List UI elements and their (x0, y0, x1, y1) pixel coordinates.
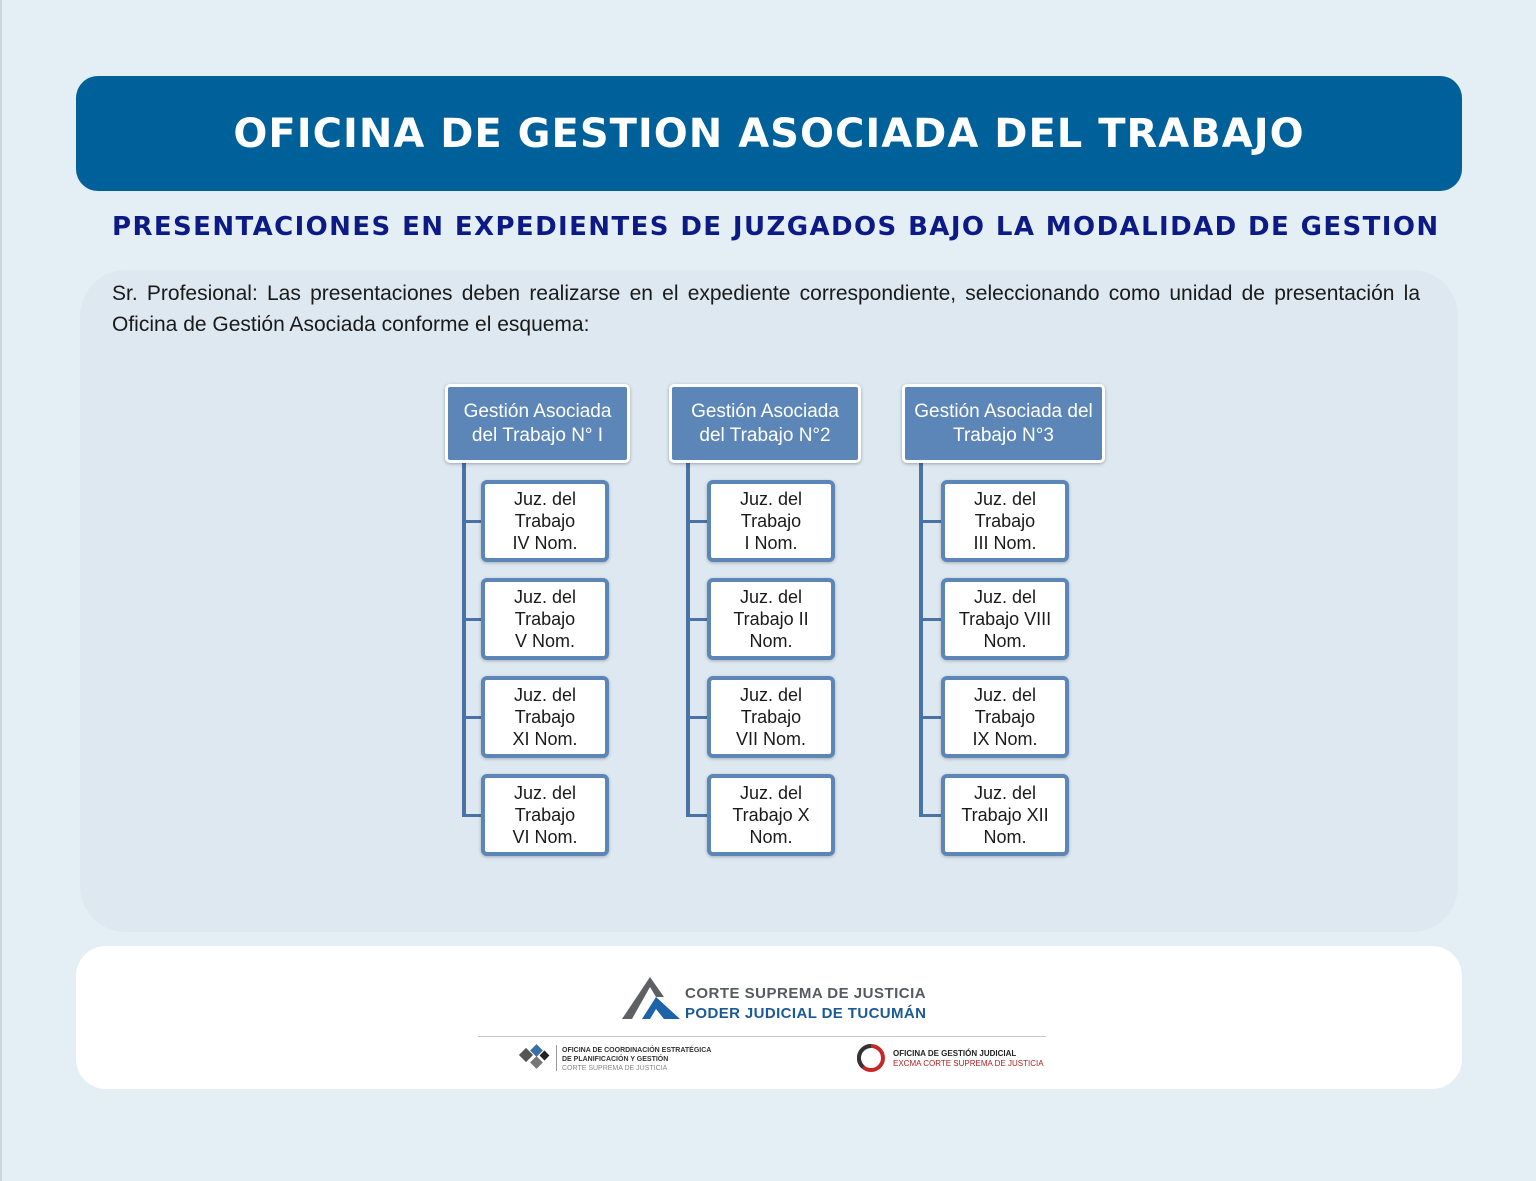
office-3-branch-4 (919, 814, 941, 817)
court-label-line: Nom. (983, 827, 1027, 847)
court-label-line: Juz. del (973, 489, 1037, 509)
coordination-office-line1: OFICINA DE COORDINACIÓN ESTRATÉGICA (562, 1047, 712, 1054)
court-box (481, 676, 609, 758)
court-label-line: Trabajo (740, 511, 802, 531)
court-label (736, 684, 806, 750)
judicial-office-line2: EXCMA CORTE SUPREMA DE JUSTICIA (893, 1059, 1044, 1068)
court-box (941, 774, 1069, 856)
court-label-line: Trabajo (974, 511, 1036, 531)
office-1-connector-trunk (462, 461, 466, 817)
court-label (972, 684, 1037, 750)
office-1-branch-2 (462, 618, 481, 621)
court-box (707, 676, 835, 758)
court-label-line: Juz. del (973, 685, 1037, 705)
csj-subname: PODER JUDICIAL DE TUCUMÁN (685, 1005, 927, 1022)
court-label-line: Juz. del (973, 783, 1037, 803)
court-box (481, 480, 609, 562)
court-label-line: XI Nom. (512, 729, 578, 749)
court-label-line: Juz. del (739, 587, 803, 607)
court-label-line: Juz. del (739, 685, 803, 705)
court-label-line: V Nom. (514, 631, 575, 651)
intro-paragraph: Sr. Profesional: Las presentaciones deben realizarse en el expediente correspondiente, seleccionando como unidad de presentación la Oficina de Gestión Asociada conforme el esquema: (112, 282, 1420, 336)
court-label-line: IV Nom. (512, 533, 578, 553)
office-2-branch-1 (686, 520, 707, 523)
court-label-line: Trabajo (514, 511, 576, 531)
office-box-1: Gestión Asociada del Trabajo N° I (445, 384, 630, 463)
court-label-line: Juz. del (739, 783, 803, 803)
office-2-connector-trunk (686, 461, 690, 817)
court-label (740, 488, 802, 554)
court-label (512, 488, 577, 554)
office-3-branch-3 (919, 716, 941, 719)
judicial-office-logo (855, 1043, 887, 1073)
judicial-office-line1: OFICINA DE GESTIÓN JUDICIAL (893, 1049, 1017, 1058)
court-label-line: Nom. (749, 827, 793, 847)
coordination-office-line2: DE PLANIFICACIÓN Y GESTIÓN (562, 1056, 669, 1063)
court-label-line: III Nom. (973, 533, 1037, 553)
court-label (514, 586, 576, 652)
court-label-line: Nom. (983, 631, 1027, 651)
judicial-office-text (893, 1049, 1044, 1069)
court-label-line: Trabajo (974, 707, 1036, 727)
office-1-branch-4 (462, 814, 481, 817)
court-box (481, 774, 609, 856)
court-label (961, 782, 1048, 848)
office-1-branch-1 (462, 520, 481, 523)
court-box (707, 480, 835, 562)
section-subtitle: PRESENTACIONES EN EXPEDIENTES DE JUZGADOS BAJO LA MODALIDAD DE GESTION (112, 212, 1440, 242)
office-2-branch-3 (686, 716, 707, 719)
court-box (941, 676, 1069, 758)
office-3-branch-2 (919, 618, 941, 621)
coordination-office-text (562, 1046, 711, 1073)
page-title: OFICINA DE GESTION ASOCIADA DEL TRABAJO (233, 110, 1305, 157)
logo-separator (556, 1045, 557, 1071)
coordination-office-line3: CORTE SUPREMA DE JUSTICIA (562, 1065, 668, 1072)
court-label-line: Juz. del (513, 489, 577, 509)
csj-name: CORTE SUPREMA DE JUSTICIA (685, 985, 927, 1002)
court-label-line: Trabajo II (733, 609, 809, 629)
court-label-line: Juz. del (513, 783, 577, 803)
court-label-line: Juz. del (513, 685, 577, 705)
court-label (959, 586, 1051, 652)
court-label-line: I Nom. (744, 533, 798, 553)
court-box (707, 774, 835, 856)
court-label-line: Trabajo (740, 707, 802, 727)
court-label-line: IX Nom. (972, 729, 1038, 749)
court-label-line: VI Nom. (512, 827, 578, 847)
court-label-line: Nom. (749, 631, 793, 651)
court-label-line: Juz. del (739, 489, 803, 509)
footer-divider (478, 1036, 1046, 1037)
office-2-branch-2 (686, 618, 707, 621)
corte-suprema-logo (620, 975, 682, 1021)
court-label-line: Trabajo (514, 707, 576, 727)
court-label (732, 782, 809, 848)
coordination-office-logo (518, 1044, 550, 1072)
court-label (973, 488, 1036, 554)
court-box (707, 578, 835, 660)
court-box (481, 578, 609, 660)
court-label-line: Juz. del (973, 587, 1037, 607)
office-box-2: Gestión Asociada del Trabajo N°2 (669, 384, 861, 463)
office-1-branch-3 (462, 716, 481, 719)
court-label-line: Trabajo VIII (958, 609, 1052, 629)
court-label-line: VII Nom. (735, 729, 806, 749)
court-label-line: Trabajo (514, 805, 576, 825)
court-label (512, 684, 577, 750)
office-2-branch-4 (686, 814, 707, 817)
court-box (941, 480, 1069, 562)
court-box (941, 578, 1069, 660)
court-label (512, 782, 577, 848)
office-3-branch-1 (919, 520, 941, 523)
court-label (733, 586, 808, 652)
office-box-3: Gestión Asociada del Trabajo N°3 (902, 384, 1105, 463)
court-label-line: Trabajo XII (961, 805, 1049, 825)
office-3-connector-trunk (919, 461, 923, 817)
court-label-line: Trabajo X (732, 805, 810, 825)
court-label-line: Juz. del (513, 587, 577, 607)
court-label-line: Trabajo (514, 609, 576, 629)
